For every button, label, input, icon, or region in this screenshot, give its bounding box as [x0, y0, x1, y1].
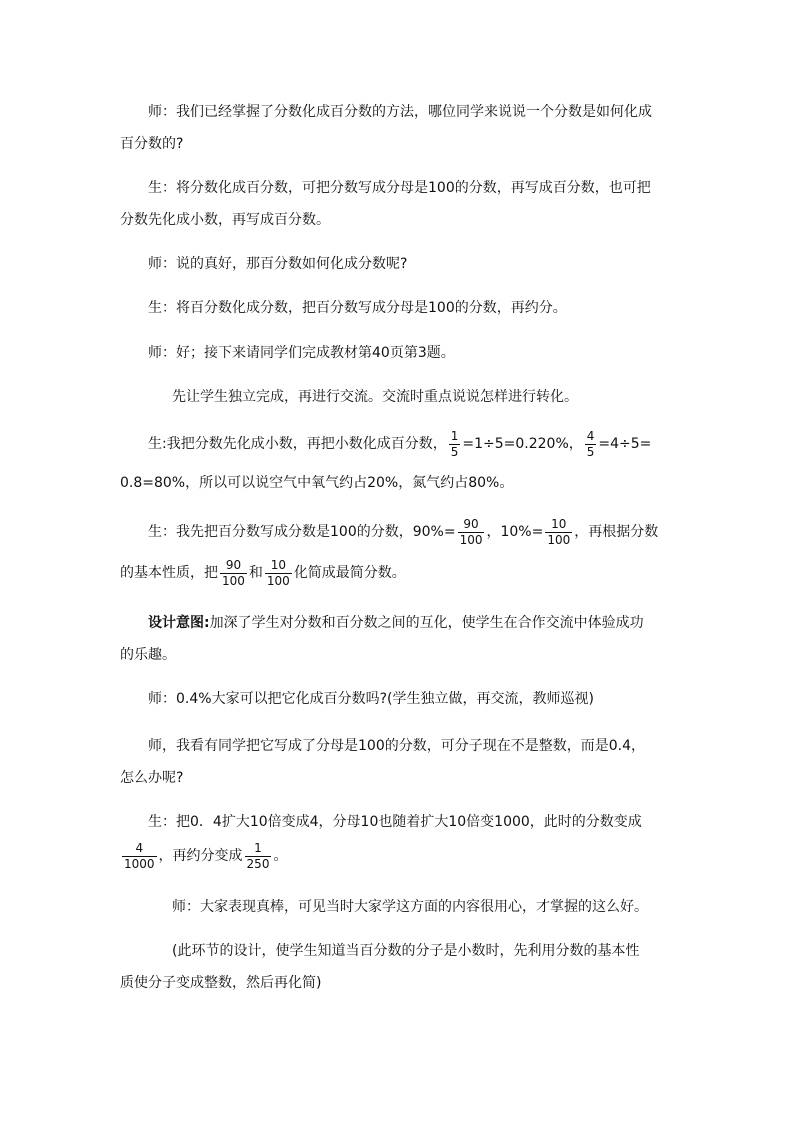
paragraph-line: 师：0.4%大家可以把它化成百分数吗?(学生独立做，再交流，教师巡视): [148, 691, 594, 707]
paragraph-line: 师：好；接下来请同学们完成教材第40页第3题。: [148, 345, 455, 361]
fraction: $\frac{90}{100}$: [459, 516, 483, 547]
fraction: $\frac{10}{100}$: [547, 516, 571, 547]
paragraph-line: (此环节的设计，使学生知道当百分数的分子是小数时，先利用分数的基本性: [172, 943, 640, 959]
paragraph-line: 生：将分数化成百分数，可把分数写成分母是100的分数，再写成百分数，也可把: [148, 180, 651, 196]
paragraph-line: $\frac{4}{1000}$ ，再约分变成 $\frac{1}{250}$ 。: [124, 840, 288, 871]
design-intent-label: 设计意图:: [148, 615, 210, 631]
paragraph-line: 生：把0．4扩大10倍变成4，分母10也随着扩大10倍变1000，此时的分数变成: [148, 814, 642, 830]
paragraph-line: 分数先化成小数，再写成百分数。: [120, 212, 330, 228]
fraction: $\frac{4}{5}$: [586, 428, 595, 459]
paragraph-line: 师：说的真好，那百分数如何化成分数呢?: [148, 256, 408, 272]
paragraph-line: 师，我看有同学把它写成了分母是100的分数，可分子现在不是整数，而是0.4，: [148, 738, 645, 754]
fraction: $\frac{1}{250}$: [246, 840, 270, 871]
paragraph-line: 生：我先把百分数写成分数是100的分数，90%= $\frac{90}{100}$ ，10%= $\frac{10}{100}$ ，再根据分数: [148, 516, 659, 547]
fraction: $\frac{10}{100}$: [266, 557, 290, 588]
fraction: $\frac{1}{5}$: [450, 428, 459, 459]
fraction: $\frac{90}{100}$: [222, 557, 245, 588]
fraction: $\frac{4}{1000}$: [124, 840, 155, 871]
paragraph-line: 怎么办呢?: [120, 770, 184, 786]
paragraph-line: 的基本性质，把 $\frac{90}{100}$ 和 $\frac{10}{100}$ 化简成最简分数。: [120, 557, 406, 588]
paragraph-line: 师：大家表现真棒，可见当时大家学这方面的内容很用心，才掌握的这么好。: [172, 899, 648, 915]
paragraph-line: 设计意图:加深了学生对分数和百分数之间的互化，使学生在合作交流中体验成功: [148, 615, 644, 631]
paragraph-line: 质使分子变成整数，然后再化简): [120, 975, 322, 991]
paragraph-line: 的乐趣。: [120, 647, 176, 663]
paragraph-line: 生:我把分数先化成小数，再把小数化成百分数， $\frac{1}{5}$ =1÷5=0.220%， $\frac{4}{5}$ =4÷5=: [148, 428, 652, 459]
paragraph-line: 生：将百分数化成分数，把百分数写成分母是100的分数，再约分。: [148, 300, 567, 316]
paragraph-line: 先让学生独立完成，再进行交流。交流时重点说说怎样进行转化。: [172, 389, 578, 405]
paragraph-line: 百分数的?: [120, 136, 184, 152]
paragraph-line: 0.8=80%，所以可以说空气中氧气约占20%，氮气约占80%。: [120, 475, 514, 491]
paragraph-line: 师：我们已经掌握了分数化成百分数的方法，哪位同学来说说一个分数是如何化成: [148, 104, 652, 120]
